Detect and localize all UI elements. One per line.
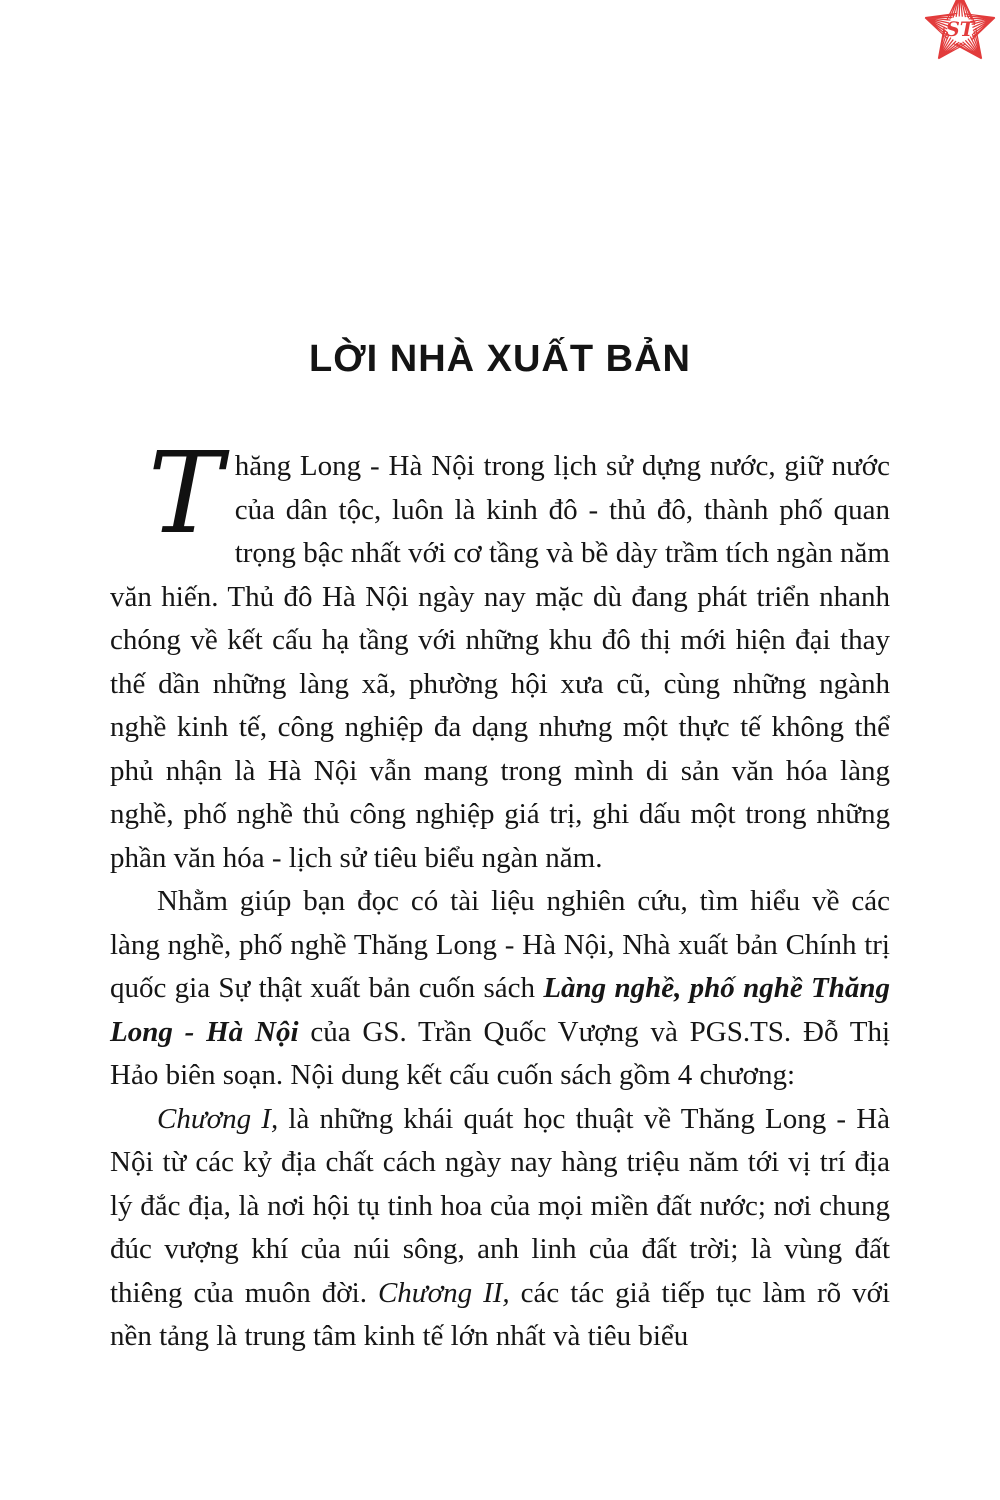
- dropcap-letter: T: [148, 429, 223, 559]
- body-text: [110, 429, 891, 1359]
- book-title-text: Làng nghề, phố nghề Thăng Long - Hà Nội: [110, 972, 890, 1048]
- paragraph-intro: [110, 429, 890, 880]
- page-title: LỜI NHÀ XUẤT BẢN: [309, 338, 691, 380]
- publisher-star-logo-icon: [921, 0, 999, 70]
- paragraph3-run4: các tác giả tiếp tục làm rõ với nền tảng là trung tâm kinh tế lớn nhất và tiêu biểu: [110, 1276, 891, 1352]
- paragraph-chapters: [110, 1098, 890, 1359]
- page-content: [110, 338, 890, 1359]
- paragraph2-run3: của GS. Trần Quốc Vượng và PGS.TS. Đỗ Thị Hảo biên soạn. Nội dung kết cấu cuốn sách gồm 4 chương:: [110, 1015, 891, 1091]
- paragraph-book-announcement: [110, 880, 890, 1098]
- paragraph2-run1: Nhằm giúp bạn đọc có tài liệu nghiên cứu, tìm hiểu về các làng nghề, phố nghề Thăng Long - Hà Nội, Nhà xuất bản Chính trị quốc gia Sự thật xuất bản cuốn sách: [110, 885, 890, 1004]
- paragraph-intro-text: hăng Long - Hà Nội trong lịch sử dựng nước, giữ nước của dân tộc, luôn là kinh đô - thủ đô, thành phố quan trọng bậc nhất với cơ tầng và bề dày trầm tích ngàn năm văn hiến. Thủ đô Hà Nội ngày nay mặc dù đang phát triển nhanh chóng về kết cấu hạ tầng với những khu đô thị mới hiện đại thay thế dần những làng xã, phường hội xưa cũ, cùng những ngành nghề kinh tế, công nghiệp đa dạng nhưng một thực tế không thể phủ nhận là Hà Nội vẫn mang trong mình di sản văn hóa làng nghề, phố nghề thủ công nghiệp giá trị, ghi dấu một trong những phần văn hóa - lịch sử tiêu biểu ngàn năm.: [110, 450, 890, 874]
- publisher-logo-monogram: ST: [945, 18, 975, 42]
- chapter-1-label: Chương I,: [157, 1102, 279, 1135]
- chapter-2-label: Chương II,: [377, 1276, 510, 1309]
- paragraph3-run2: là những khái quát học thuật về Thăng Long - Hà Nội từ các kỷ địa chất cách ngày nay hàng triệu năm tới vị trí địa lý đắc địa, là nơi hội tụ tinh hoa của mọi miền đất nước; nơi chung đúc vượng khí của núi sông, anh linh của đất trời; là vùng đất thiêng của muôn đời.: [110, 1102, 891, 1309]
